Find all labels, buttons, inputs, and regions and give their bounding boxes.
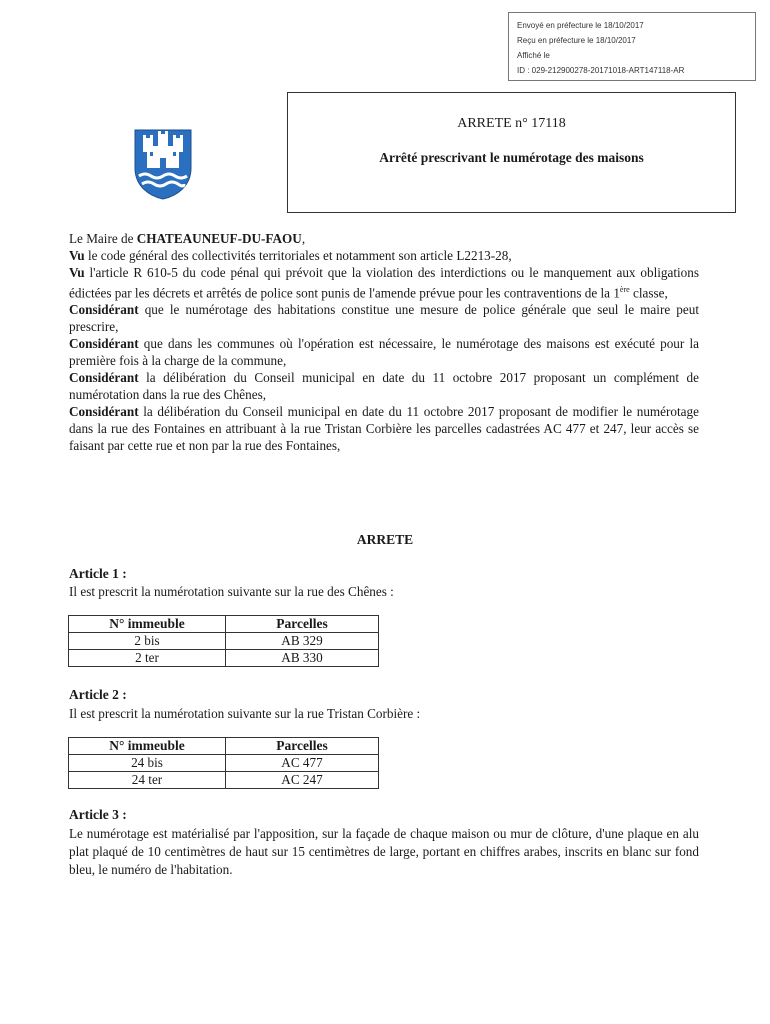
table-cell: 24 ter bbox=[69, 772, 226, 789]
considerant-text: la délibération du Conseil municipal en date du 11 octobre 2017 proposant de modifier le numérotage dans la rue des Fontaines en attribuant à la rue Tristan Corbière les parcelles cadastrées AC 477 et 247, leur accès se faisant par cette rue et non par la rue des Fontaines, bbox=[69, 404, 699, 454]
table-header-cell: Parcelles bbox=[226, 616, 379, 633]
table-cell: AC 247 bbox=[226, 772, 379, 789]
vu-clause-1 bbox=[69, 247, 699, 264]
stamp-id-line: ID : 029-212900278-20171018-ART147118-AR bbox=[517, 66, 685, 75]
table-cell: 24 bis bbox=[69, 755, 226, 772]
table-header-row bbox=[69, 616, 379, 633]
table-cell: 2 ter bbox=[69, 650, 226, 667]
decree-number: ARRETE n° 17118 bbox=[457, 116, 566, 131]
table-cell: AB 329 bbox=[226, 633, 379, 650]
article-3-heading: Article 3 : bbox=[69, 807, 127, 822]
mayor-suffix: , bbox=[301, 231, 306, 246]
mayor-prefix: Le Maire de bbox=[69, 231, 137, 246]
table-cell: AC 477 bbox=[226, 755, 379, 772]
considerant-label: Considérant bbox=[69, 404, 139, 420]
considerant-text: la délibération du Conseil municipal en date du 11 octobre 2017 proposant un complément de numérotation dans la rue des Chênes, bbox=[69, 370, 699, 403]
considerant-clause-3 bbox=[69, 369, 699, 403]
considerant-text: que le numérotage des habitations constitue une mesure de police générale que seul le maire peut prescrire, bbox=[69, 302, 699, 335]
article-1-heading: Article 1 : bbox=[69, 566, 127, 581]
vu-text: l'article R 610-5 du code pénal qui prévoit que la violation des interdictions ou le manquement aux obligations édictées par les décrets et arrêtés de police sont punis de l'amende prévue pour les contraventions de la 1 bbox=[69, 265, 699, 301]
vu-label: Vu bbox=[69, 248, 85, 263]
article-2-table bbox=[68, 737, 379, 789]
considerant-clause-2 bbox=[69, 335, 699, 369]
table-row bbox=[69, 755, 379, 772]
considerant-text: que dans les communes où l'opération est nécessaire, le numérotage des maisons est exécuté pour la première fois à la charge de la commune, bbox=[69, 336, 699, 369]
article-2-text: Il est prescrit la numérotation suivante sur la rue Tristan Corbière : bbox=[69, 706, 421, 721]
article-2-heading: Article 2 : bbox=[69, 687, 127, 702]
table-header-cell: N° immeuble bbox=[69, 616, 226, 633]
vu-text-end: classe, bbox=[629, 285, 668, 301]
title-box bbox=[287, 92, 736, 213]
vu-text: le code général des collectivités territoriales et notamment son article L2213-28, bbox=[84, 248, 512, 263]
considerant-clause-4 bbox=[69, 403, 699, 454]
considerant-label: Considérant bbox=[69, 302, 139, 318]
considerant-label: Considérant bbox=[69, 336, 139, 352]
considerant-clause-1 bbox=[69, 301, 699, 335]
article-3-text: Le numérotage est matérialisé par l'apposition, sur la façade de chaque maison ou mur de clôture, d'une plaque en alu plat plaqué de 10 centimètres de haut sur 15 centimètres de large, portant en chiffres arabes, inscrits en blanc sur fond bleu, le numéro de l'habitation. bbox=[69, 826, 699, 877]
stamp-received-line: Reçu en préfecture le 18/10/2017 bbox=[517, 36, 636, 45]
stamp-sent-line: Envoyé en préfecture le 18/10/2017 bbox=[517, 21, 644, 30]
table-header-cell: Parcelles bbox=[226, 738, 379, 755]
stamp-posted-line: Affiché le bbox=[517, 51, 550, 60]
prefecture-stamp bbox=[508, 12, 756, 81]
vu-superscript: ère bbox=[619, 285, 630, 294]
mayor-town: CHATEAUNEUF-DU-FAOU bbox=[136, 231, 302, 246]
vu-label: Vu bbox=[69, 265, 85, 280]
table-cell: 2 bis bbox=[69, 633, 226, 650]
table-row bbox=[69, 650, 379, 667]
table-header-cell: N° immeuble bbox=[69, 738, 226, 755]
article-1-text: Il est prescrit la numérotation suivante sur la rue des Chênes : bbox=[69, 584, 394, 599]
considerant-label: Considérant bbox=[69, 370, 139, 386]
table-row bbox=[69, 772, 379, 789]
decree-subject: Arrêté prescrivant le numérotage des maisons bbox=[379, 150, 644, 165]
article-1-table bbox=[68, 615, 379, 667]
preamble bbox=[69, 230, 699, 454]
arrete-heading: ARRETE bbox=[356, 532, 414, 547]
table-row bbox=[69, 633, 379, 650]
table-header-row bbox=[69, 738, 379, 755]
vu-clause-2 bbox=[69, 264, 699, 301]
table-cell: AB 330 bbox=[226, 650, 379, 667]
town-coat-of-arms-icon bbox=[133, 128, 193, 200]
mayor-line bbox=[69, 230, 699, 247]
